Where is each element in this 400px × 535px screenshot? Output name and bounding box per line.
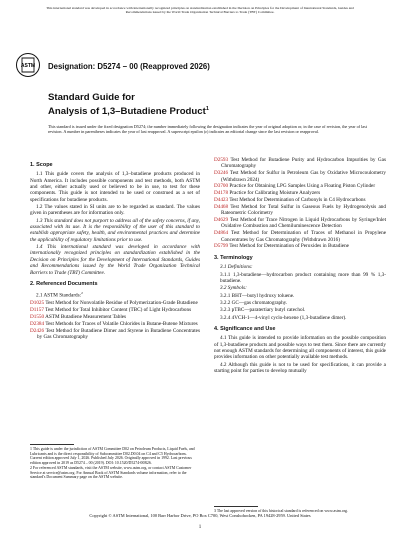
- reference-link[interactable]: D1157: [30, 307, 44, 314]
- reference-link[interactable]: D4178: [214, 190, 229, 197]
- reference-item: D4468 Test Method for Total Sulfur in Gaseous Fuels by Hydrogenolysis and Rateometric Colorimetry: [214, 203, 386, 217]
- footnote: 1 This guide is under the jurisdiction of ASTM Committee D02 on Petroleum Products, Liquid Fuels, and Lubricants and is the direct responsibility of Subcommittee D02.D0.04 on C4 and C5 Hydrocarbons.: [30, 447, 195, 456]
- reference-item: D5799 Test Method for Determination of Peroxides in Butadiene: [214, 243, 349, 250]
- subheading: 3.1 Definitions:: [220, 264, 253, 271]
- subheading: 3.2 Symbols:: [220, 285, 247, 292]
- reference-link[interactable]: D1025: [30, 300, 45, 307]
- paragraph: 4.2 Although this guide is not to be used for specifications, it can provide a starting point for parties to develop mutually: [214, 361, 386, 374]
- title-line-2: Analysis of 1,3–Butadiene Product$^1$: [48, 105, 209, 117]
- reference-link[interactable]: D2426: [30, 327, 45, 334]
- reference-link[interactable]: D2593: [214, 157, 229, 163]
- reference-link[interactable]: D4468: [214, 203, 229, 210]
- reference-item: D4423 Test Method for Determination of Carbonyls in C4 Hydrocarbons: [214, 197, 366, 204]
- paragraph: 1.1 This guide covers the analysis of 1,3–butadiene products produced in North America. It includes possible components and test methods, both ASTM and other, either actually used or believed to be in use, to test for these components. This guide is not intended to be used or construed as a set of specifications for butadiene products.: [30, 171, 200, 203]
- reference-link[interactable]: D4629: [214, 217, 229, 224]
- reference-item: D4629 Test Method for Trace Nitrogen in Liquid Hydrocarbons by Syringe/Inlet Oxidative Combustion and Chemiluminescence Detection: [214, 217, 387, 230]
- symbol-item: 3.2.4 4VCH-1—4-vinyl cyclo-hexene (1,3-butadiene dimer).: [220, 314, 347, 321]
- reference-item: D2384 Test Methods for Traces of Volatile Chlorides in Butane-Butene Mixtures: [30, 320, 198, 327]
- reference-item: D1157 Test Method for Total Inhibitor Content (TBC) of Light Hydrocarbons: [30, 307, 192, 314]
- reference-link[interactable]: D5799: [214, 243, 229, 250]
- reference-link[interactable]: D2384: [30, 320, 45, 327]
- document-title: [48, 92, 209, 117]
- symbol-item: 3.2.2 GC—gas chromatography.: [220, 299, 288, 306]
- footnote-rule: [30, 444, 74, 445]
- page-number: 1: [198, 525, 202, 530]
- reference-item: D2426 Test Method for Butadiene Dimer and Styrene in Butadiene Concentrates by Gas Chromatography: [30, 327, 200, 340]
- reference-item: D2593 Test Method for Butadiene Purity and Hydrocarbon Impurities by Gas Chromatography: [214, 157, 386, 170]
- designation: Designation: D5274 − 00 (Reapproved 2026): [48, 62, 210, 71]
- paragraph: 1.4 This international standard was developed in accordance with internationally recognized principles on standardization established in the Decision on Principles for the Development of International Standards, Guides and Recommendations issued by the World Trade Organization Technical Barriers to Trade (TBT) Committee.: [30, 244, 200, 276]
- reference-item: D3246 Test Method for Sulfur in Petroleum Gas by Oxidative Microcoulometry (Withdrawn 2024): [214, 170, 386, 183]
- left-column: [30, 157, 200, 341]
- footnote: 3 The last approved version of this historical standard is referenced on www.astm.org.: [214, 509, 348, 513]
- definition: 3.1.1 1,3-butadiene—hydrocarbon product containing more than 99 % 1,3-butadiene.: [220, 271, 386, 284]
- reference-link[interactable]: D1550: [30, 313, 45, 320]
- reference-item: D3700 Practice for Obtaining LPG Samples Using a Floating Piston Cylinder: [214, 183, 376, 190]
- reference-link[interactable]: D3700: [214, 183, 229, 190]
- svg-text:ASTM: ASTM: [20, 63, 36, 69]
- footnotes-left: [30, 444, 200, 480]
- header-notice: This international standard was developed in accordance with internationally recognized principles on standardization established in the Decision on Principles for the Development of International Standards, Guides and Recommendations issued by the World Trade Organization Technical Barriers to Trade (TBT) Committee.: [46, 6, 354, 15]
- right-column: [214, 157, 386, 375]
- section-heading: 4. Significance and Use: [214, 325, 276, 332]
- standard-note: This standard is issued under the fixed designation D5274; the number immediately following the designation indicates the year of original adoption or, in the case of revision, the year of last revision. A number in parentheses indicates the year of last reapproval. A superscript epsilon (ε) indicates an editorial change since the last revision or reapproval.: [48, 124, 367, 135]
- section-heading: 1. Scope: [30, 162, 53, 168]
- section-heading: 3. Terminology: [214, 254, 253, 261]
- paragraph: 1.3 This standard does not purport to address all of the safety concerns, if any, associated with its use. It is the responsibility of the user of this standard to establish appropriate safety, health, and environmental practices and determine the applicability of regulatory limitations prior to use.: [30, 217, 200, 243]
- reference-item: D1550 ASTM Butadiene Measurement Tables: [30, 313, 127, 320]
- footnote-rule: [214, 506, 258, 507]
- reference-link[interactable]: D3246: [214, 170, 229, 177]
- paragraph: 4.1 This guide is intended to provide information on the possible composition of 1,3-butadiene products and possible ways to test them. Since there are currently not enough ASTM standards for determining all components of interest, this guide provides information on other potentially available test methods.: [214, 335, 386, 361]
- astm-logo-icon: [16, 50, 40, 80]
- title-line-1: Standard Guide for: [48, 92, 135, 103]
- section-heading: 2. Referenced Documents: [30, 280, 98, 287]
- reference-link[interactable]: D4423: [214, 197, 229, 204]
- reference-link[interactable]: D4864: [214, 230, 229, 237]
- symbol-item: 3.2.1 BHT—butyl hydroxy toluene.: [220, 292, 295, 299]
- subheading: 2.1 ASTM Standards:$^2$: [36, 291, 83, 299]
- reference-item: D4178 Practice for Calibrating Moisture Analyzers: [214, 190, 321, 197]
- footnote: Current edition approved July 1, 2026. Published July 2026. Originally approved in 1992. Last previous edition approved in 2019 as D5274 – 00 (2019). DOI: 10.1520/D5274-00R26.: [30, 456, 192, 466]
- reference-item: D4864 Test Method for Determination of Traces of Methanol in Propylene Concentrates by Gas Chromatography (Withdrawn 2016): [214, 230, 386, 243]
- paragraph: 1.2 The values stated in SI units are to be regarded as standard. The values given in parentheses are for information only.: [30, 204, 200, 217]
- page-footer: Copyright © ASTM International, 100 Barr Harbor Drive, PO Box C700, West Conshohocken, PA 19428-2959. United States: [89, 513, 311, 518]
- reference-item: D1025 Test Method for Nonvolatile Residue of Polymerization-Grade Butadiene: [30, 300, 198, 307]
- symbol-item: 3.2.3 pTBC—paratertiary butyl catechol.: [220, 307, 306, 314]
- footnote: 2 For referenced ASTM standards, visit the ASTM website, www.astm.org, or contact ASTM Customer Service at service@astm.org. For Annual Book of ASTM Standards volume information, refer to the standard's Document Summary page on the ASTM website.: [30, 465, 192, 480]
